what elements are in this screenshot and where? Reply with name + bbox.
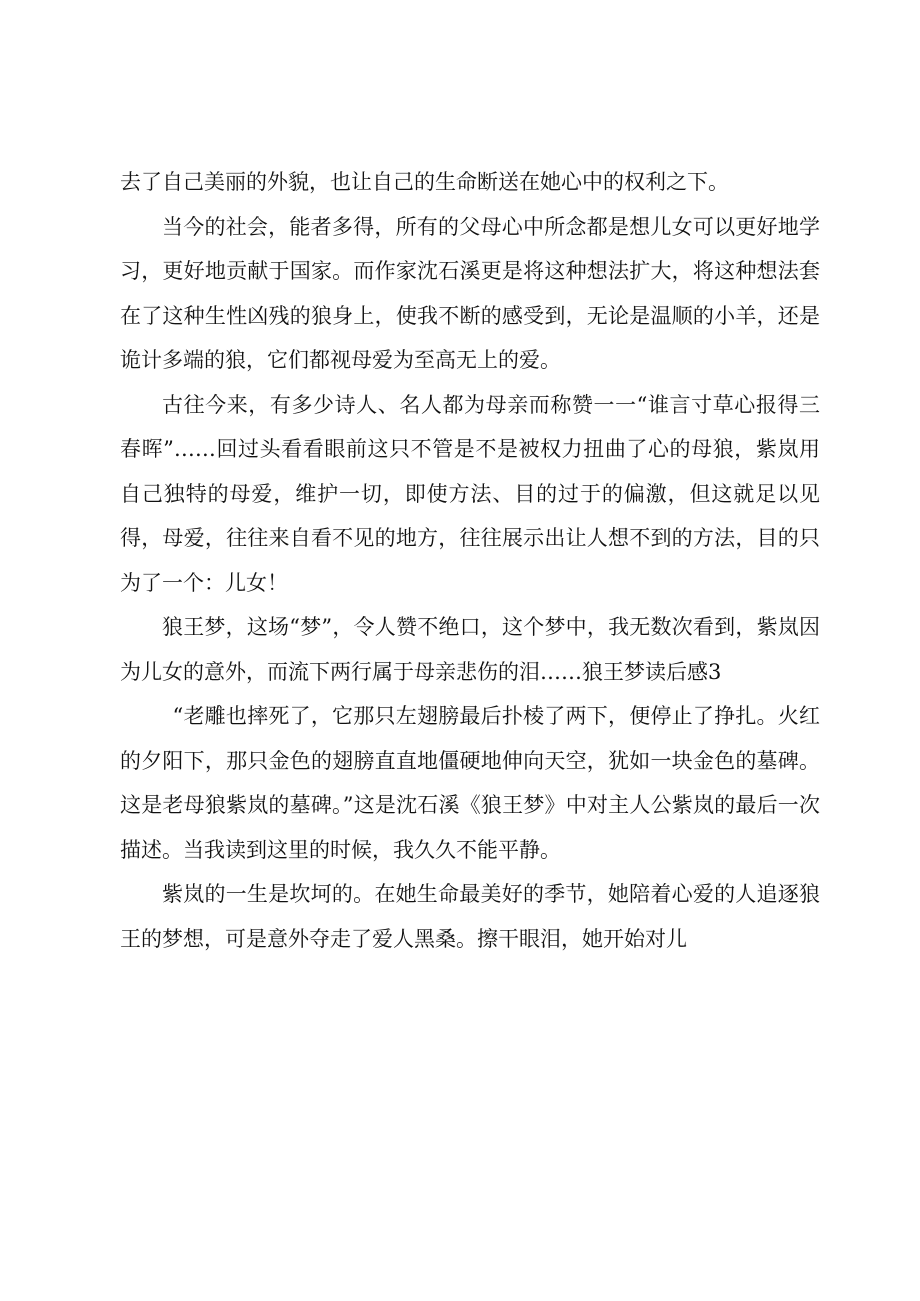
paragraph-poets: 古往今来，有多少诗人、名人都为母亲而称赞一一“谁言寸草心报得三春晖”……回过头看看眼前这只不管是不是被权力扭曲了心的母狼，紫岚用自己独特的母爱，维护一切，即使方法、目的过于的偏激，但这就足以见得，母爱，往往来自看不见的地方，往往展示出让人想不到的方法，目的只为了一个：儿女！ — [120, 392, 820, 595]
paragraph-continuation: 去了自己美丽的外貌，也让自己的生命断送在她心中的权利之下。 — [120, 170, 729, 194]
paragraph-quote: “老雕也摔死了，它那只左翅膀最后扑棱了两下，便停止了挣扎。火红的夕阳下，那只金色的翅膀直直地僵硬地伸向天空，犹如一块金色的墓碑。这是老母狼紫岚的墓碑。”这是沈石溪《狼王梦》中对主人公紫岚的最后一次描述。当我读到这里的时候，我久久不能平静。 — [120, 704, 820, 862]
document-body — [120, 160, 820, 961]
paragraph-zilan-life: 紫岚的一生是坎坷的。在她生命最美好的季节，她陪着心爱的人追逐狼王的梦想，可是意外夺走了爱人黑桑。擦干眼泪，她开始对儿 — [120, 882, 820, 951]
paragraph-society: 当今的社会，能者多得，所有的父母心中所念都是想儿女可以更好地学习，更好地贡献于国家。而作家沈石溪更是将这种想法扩大，将这种想法套在了这种生性凶残的狼身上，使我不断的感受到，无论是温顺的小羊，还是诡计多端的狼，它们都视母爱为至高无上的爱。 — [120, 214, 820, 372]
paragraph-dream: 狼王梦，这场“梦”，令人赞不绝口，这个梦中，我无数次看到，紫岚因为儿女的意外，而流下两行属于母亲悲伤的泪……狼王梦读后感3 — [120, 615, 820, 684]
